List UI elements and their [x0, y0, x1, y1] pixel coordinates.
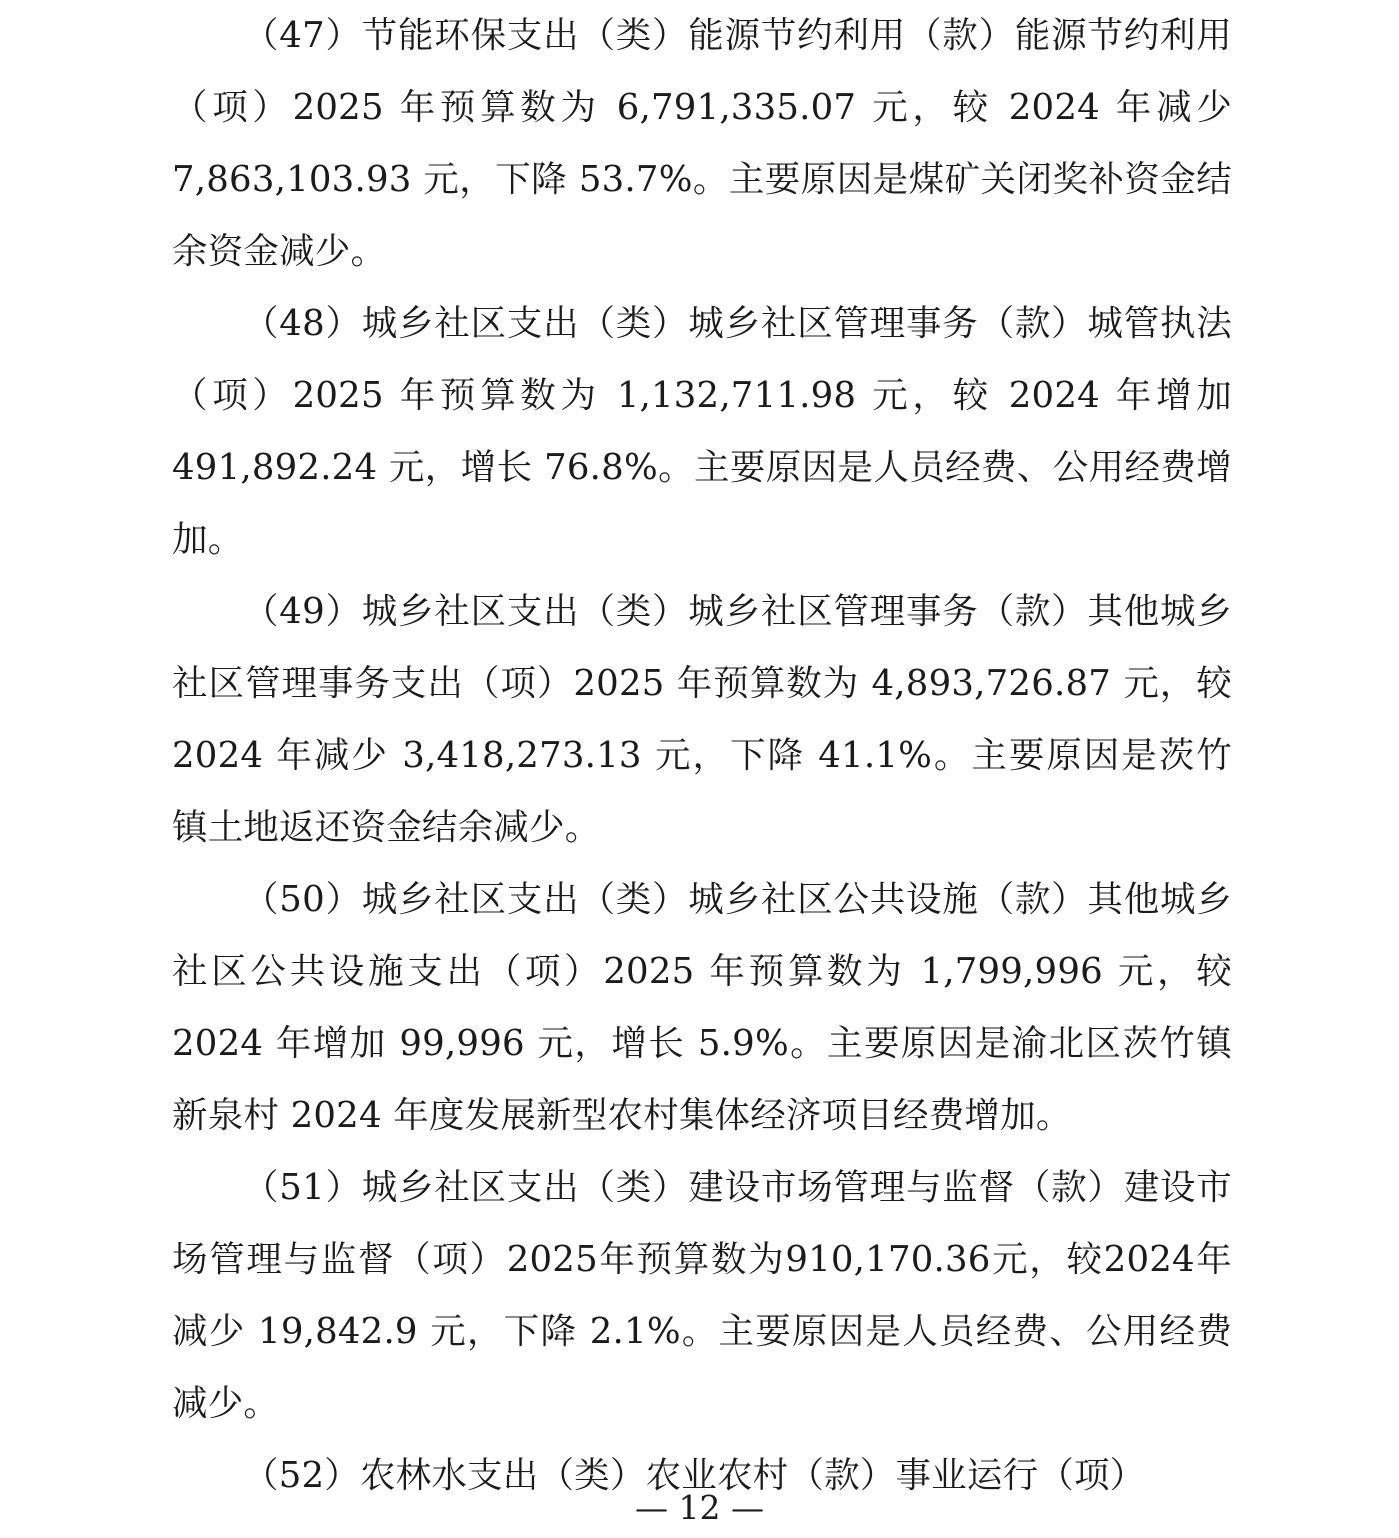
paragraph-51: （51）城乡社区支出（类）建设市场管理与监督（款）建设市场管理与监督（项）2025年预算数为910,170.36元，较2024年减少 19,842.9 元，下降 2.1%。主要原因是人员经费、公用经费减少。: [172, 1167, 1232, 1424]
paragraph-50: （50）城乡社区支出（类）城乡社区公共设施（款）其他城乡社区公共设施支出（项）2025 年预算数为 1,799,996 元，较 2024 年增加 99,996 元，增长 5.9%。主要原因是渝北区茨竹镇新泉村 2024 年度发展新型农村集体经济项目经费增加。: [172, 879, 1232, 1136]
paragraph-49: （49）城乡社区支出（类）城乡社区管理事务（款）其他城乡社区管理事务支出（项）2025 年预算数为 4,893,726.87 元，较 2024 年减少 3,418,273.13 元，下降 41.1%。主要原因是茨竹镇土地返还资金结余减少。: [172, 591, 1232, 848]
document-body: [172, 0, 1232, 1512]
page-number: — 12 —: [635, 1488, 764, 1527]
paragraph-47: （47）节能环保支出（类）能源节约利用（款）能源节约利用（项）2025 年预算数为 6,791,335.07 元，较 2024 年减少 7,863,103.93 元，下降 53.7%。主要原因是煤矿关闭奖补资金结余资金减少。: [172, 15, 1232, 272]
paragraph-48: （48）城乡社区支出（类）城乡社区管理事务（款）城管执法（项）2025 年预算数为 1,132,711.98 元，较 2024 年增加 491,892.24 元，增长 76.8%。主要原因是人员经费、公用经费增加。: [172, 303, 1232, 560]
paragraph-52: （52）农林水支出（类）农业农村（款）事业运行（项）: [243, 1455, 1146, 1496]
